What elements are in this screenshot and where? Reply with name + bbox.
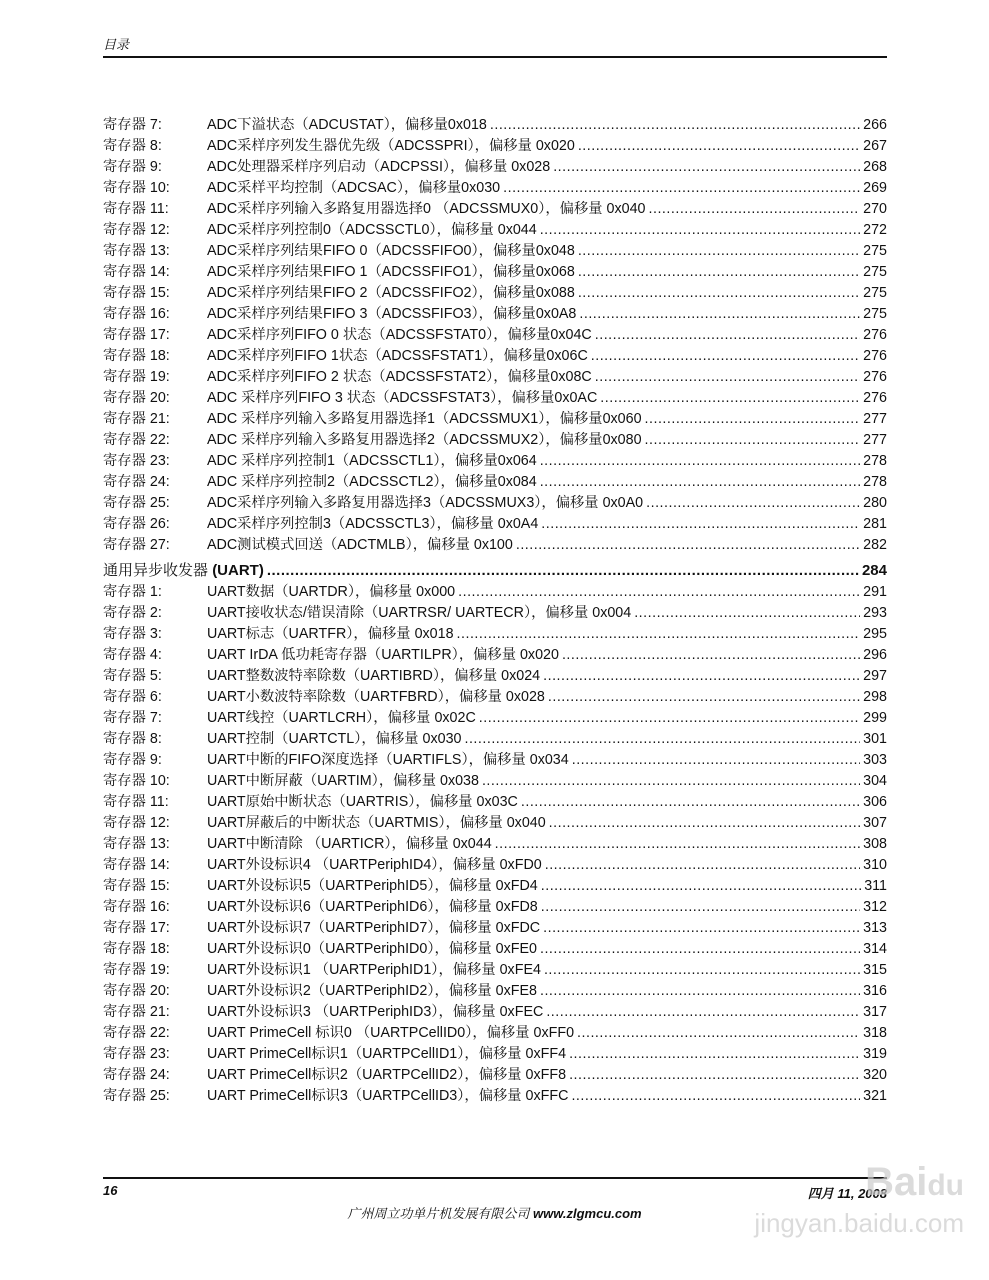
toc-entry[interactable] — [103, 262, 887, 283]
entry-page: 321 — [863, 1088, 887, 1104]
dot-leader — [571, 1086, 860, 1107]
toc-entry[interactable] — [103, 325, 887, 346]
entry-title: ADC采样序列结果FIFO 1（ADCSSFIFO1），偏移量0x068 — [207, 264, 575, 280]
entry-page: 313 — [863, 920, 887, 936]
dot-leader — [569, 1044, 860, 1065]
toc-entry[interactable] — [103, 367, 887, 388]
dot-leader — [572, 750, 860, 771]
toc-entry[interactable] — [103, 157, 887, 178]
entry-title: UART数据（UARTDR），偏移量 0x000 — [207, 584, 456, 600]
entry-page: 275 — [863, 243, 887, 259]
entry-page: 275 — [863, 264, 887, 280]
dot-leader — [545, 855, 860, 876]
entry-page: 270 — [863, 201, 887, 217]
toc-entry[interactable] — [103, 708, 887, 729]
entry-page: 267 — [863, 138, 887, 154]
entry-title: ADC测试模式回送（ADCTMLB），偏移量 0x100 — [207, 537, 513, 553]
entry-page: 295 — [863, 626, 887, 642]
toc-entry[interactable] — [103, 346, 887, 367]
entry-page: 277 — [863, 411, 887, 427]
toc-entry[interactable] — [103, 834, 887, 855]
dot-leader — [479, 708, 860, 729]
toc-entry[interactable] — [103, 771, 887, 792]
dot-leader — [548, 687, 860, 708]
entry-title: UART中断清除 （UARTICR），偏移量 0x044 — [207, 836, 492, 852]
footer-date: 四月 11, 2008 — [807, 1186, 887, 1201]
dot-leader — [540, 220, 860, 241]
entry-title: UART PrimeCell标识1（UARTPCellID1），偏移量 0xFF4 — [207, 1046, 567, 1062]
dot-leader — [544, 960, 860, 981]
dot-leader — [578, 262, 860, 283]
entry-title: ADC 采样序列输入多路复用器选择2（ADCSSMUX2），偏移量0x080 — [207, 432, 642, 448]
entry-page: 298 — [863, 689, 887, 705]
toc-entry[interactable] — [103, 451, 887, 472]
toc-entry[interactable] — [103, 855, 887, 876]
toc-entry[interactable] — [103, 939, 887, 960]
entry-title: ADC采样序列控制0（ADCSSCTL0），偏移量 0x044 — [207, 222, 537, 238]
entry-title: UART外设标识6（UARTPeriphID6），偏移量 0xFD8 — [207, 899, 538, 915]
entry-title: UART PrimeCell标识3（UARTPCellID3），偏移量 0xFFC — [207, 1088, 569, 1104]
toc-entry[interactable] — [103, 729, 887, 750]
toc-entry[interactable] — [103, 115, 887, 136]
register-label: 寄存器 27: — [103, 537, 170, 553]
entry-page: 304 — [863, 773, 887, 789]
dot-leader — [541, 876, 861, 897]
dot-leader — [490, 115, 860, 136]
register-label: 寄存器 1: — [103, 584, 162, 600]
dot-leader — [600, 388, 860, 409]
toc-entry[interactable] — [103, 430, 887, 451]
entry-page: 278 — [863, 474, 887, 490]
entry-title: ADC采样序列结果FIFO 2（ADCSSFIFO2），偏移量0x088 — [207, 285, 575, 301]
register-label: 寄存器 26: — [103, 516, 170, 532]
register-label: 寄存器 6: — [103, 689, 162, 705]
entry-title: UART整数波特率除数（UARTIBRD），偏移量 0x024 — [207, 668, 541, 684]
entry-title: ADC采样序列FIFO 0 状态（ADCSSFSTAT0），偏移量0x04C — [207, 327, 592, 343]
dot-leader — [540, 472, 860, 493]
register-label: 寄存器 9: — [103, 752, 162, 768]
header-rule — [103, 56, 887, 58]
toc-entry[interactable] — [103, 624, 887, 645]
company-website[interactable]: www.zlgmcu.com — [533, 1206, 642, 1221]
register-label: 寄存器 15: — [103, 878, 170, 894]
register-label: 寄存器 5: — [103, 668, 162, 684]
entry-title: UART外设标识5（UARTPeriphID5），偏移量 0xFD4 — [207, 878, 538, 894]
register-label: 寄存器 25: — [103, 1088, 170, 1104]
entry-page: 282 — [863, 537, 887, 553]
toc-entry[interactable] — [103, 1023, 887, 1044]
entry-page: 266 — [863, 117, 887, 133]
section-name: 通用异步收发器 — [103, 562, 209, 579]
entry-title: ADC采样序列结果FIFO 3（ADCSSFIFO3），偏移量0x0A8 — [207, 306, 577, 322]
register-label: 寄存器 16: — [103, 899, 170, 915]
entry-page: 291 — [863, 584, 887, 600]
register-label: 寄存器 23: — [103, 1046, 170, 1062]
entry-page: 268 — [863, 159, 887, 175]
section-title — [103, 556, 264, 582]
dot-leader — [540, 981, 860, 1002]
dot-leader — [482, 771, 860, 792]
register-label: 寄存器 20: — [103, 390, 170, 406]
entry-title: UART原始中断状态（UARTRIS），偏移量 0x03C — [207, 794, 518, 810]
company-name: 广州周立功单片机发展有限公司 — [347, 1206, 530, 1221]
entry-page: 308 — [863, 836, 887, 852]
entry-title: ADC采样序列FIFO 2 状态（ADCSSFSTAT2），偏移量0x08C — [207, 369, 592, 385]
entry-title: ADC 采样序列控制2（ADCSSCTL2），偏移量0x084 — [207, 474, 537, 490]
entry-title: UART中断的FIFO深度选择（UARTIFLS），偏移量 0x034 — [207, 752, 569, 768]
toc-entry[interactable] — [103, 981, 887, 1002]
entry-title: ADC处理器采样序列启动（ADCPSSI），偏移量 0x028 — [207, 159, 551, 175]
entry-title: ADC采样平均控制（ADCSAC），偏移量0x030 — [207, 180, 501, 196]
entry-page: 307 — [863, 815, 887, 831]
entry-page: 311 — [864, 878, 887, 894]
dot-leader — [540, 939, 860, 960]
register-label: 寄存器 25: — [103, 495, 170, 511]
register-label: 寄存器 22: — [103, 1025, 170, 1041]
register-label: 寄存器 14: — [103, 264, 170, 280]
entry-page: 316 — [863, 983, 887, 999]
dot-leader — [578, 283, 860, 304]
entry-page: 312 — [863, 899, 887, 915]
entry-title: UART外设标识2（UARTPeriphID2），偏移量 0xFE8 — [207, 983, 537, 999]
register-label: 寄存器 11: — [103, 794, 169, 810]
dot-leader — [595, 367, 860, 388]
dot-leader — [516, 535, 860, 556]
dot-leader — [595, 325, 860, 346]
section-abbr: (UART) — [212, 562, 264, 579]
entry-title: ADC采样序列结果FIFO 0（ADCSSFIFO0），偏移量0x048 — [207, 243, 575, 259]
dot-leader — [503, 178, 860, 199]
entry-page: 281 — [863, 516, 887, 532]
entry-title: UART小数波特率除数（UARTFBRD），偏移量 0x028 — [207, 689, 545, 705]
dot-leader — [578, 136, 860, 157]
entry-page: 278 — [863, 453, 887, 469]
dot-leader — [267, 556, 859, 582]
page-number: 16 — [103, 1183, 118, 1198]
toc-entry[interactable] — [103, 472, 887, 493]
entry-title: UART外设标识0（UARTPeriphID0），偏移量 0xFE0 — [207, 941, 537, 957]
entry-page: 306 — [863, 794, 887, 810]
entry-page: 269 — [863, 180, 887, 196]
dot-leader — [645, 430, 861, 451]
entry-title: UART外设标识7（UARTPeriphID7），偏移量 0xFDC — [207, 920, 541, 936]
register-label: 寄存器 8: — [103, 731, 162, 747]
toc-entry[interactable] — [103, 876, 887, 897]
dot-leader — [591, 346, 860, 367]
header-title: 目录 — [103, 37, 130, 52]
entry-page: 310 — [863, 857, 887, 873]
register-label: 寄存器 18: — [103, 941, 170, 957]
entry-title: ADC采样序列输入多路复用器选择0 （ADCSSMUX0），偏移量 0x040 — [207, 201, 646, 217]
dot-leader — [634, 603, 860, 624]
register-label: 寄存器 12: — [103, 222, 170, 238]
entry-title: UART标志（UARTFR），偏移量 0x018 — [207, 626, 454, 642]
dot-leader — [458, 582, 860, 603]
entry-title: UART PrimeCell标识2（UARTPCellID2），偏移量 0xFF8 — [207, 1067, 567, 1083]
toc-entry[interactable] — [103, 603, 887, 624]
entry-title: ADC采样序列输入多路复用器选择3（ADCSSMUX3），偏移量 0x0A0 — [207, 495, 644, 511]
register-label: 寄存器 17: — [103, 327, 170, 343]
register-label: 寄存器 2: — [103, 605, 162, 621]
toc-entry[interactable] — [103, 283, 887, 304]
register-label: 寄存器 15: — [103, 285, 170, 301]
dot-leader — [543, 918, 860, 939]
register-label: 寄存器 14: — [103, 857, 170, 873]
entry-page: 319 — [863, 1046, 887, 1062]
toc-entry[interactable] — [103, 535, 887, 556]
toc-entry[interactable] — [103, 813, 887, 834]
dot-leader — [541, 514, 860, 535]
register-label: 寄存器 19: — [103, 369, 170, 385]
entry-page: 276 — [863, 390, 887, 406]
entry-title: UART PrimeCell 标识0 （UARTPCellID0），偏移量 0xFF0 — [207, 1025, 575, 1041]
dot-leader — [553, 157, 860, 178]
entry-page: 275 — [863, 306, 887, 322]
dot-leader — [562, 645, 860, 666]
register-label: 寄存器 20: — [103, 983, 170, 999]
toc-entry[interactable] — [103, 645, 887, 666]
register-label: 寄存器 24: — [103, 474, 170, 490]
register-label: 寄存器 7: — [103, 710, 162, 726]
entry-title: ADC采样序列控制3（ADCSSCTL3），偏移量 0x0A4 — [207, 516, 539, 532]
register-label: 寄存器 16: — [103, 306, 170, 322]
toc-section-uart[interactable] — [103, 556, 887, 582]
register-label: 寄存器 12: — [103, 815, 170, 831]
dot-leader — [645, 409, 861, 430]
dot-leader — [540, 451, 860, 472]
entry-title: UART接收状态/错误清除（UARTRSR/ UARTECR），偏移量 0x004 — [207, 605, 632, 621]
dot-leader — [495, 834, 860, 855]
toc-entry[interactable] — [103, 409, 887, 430]
entry-page: 297 — [863, 668, 887, 684]
entry-page: 314 — [863, 941, 887, 957]
register-label: 寄存器 23: — [103, 453, 170, 469]
dot-leader — [543, 666, 860, 687]
table-of-contents — [103, 115, 887, 1107]
toc-entry[interactable] — [103, 493, 887, 514]
register-label: 寄存器 24: — [103, 1067, 170, 1083]
entry-title: ADC 采样序列FIFO 3 状态（ADCSSFSTAT3），偏移量0x0AC — [207, 390, 598, 406]
register-label: 寄存器 17: — [103, 920, 170, 936]
register-label: 寄存器 10: — [103, 773, 170, 789]
entry-page: 280 — [863, 495, 887, 511]
toc-entry[interactable] — [103, 136, 887, 157]
entry-title: ADC采样序列FIFO 1状态（ADCSSFSTAT1），偏移量0x06C — [207, 348, 588, 364]
entry-page: 276 — [863, 369, 887, 385]
toc-entry[interactable] — [103, 178, 887, 199]
register-label: 寄存器 11: — [103, 201, 169, 217]
dot-leader — [549, 813, 860, 834]
entry-title: ADC 采样序列控制1（ADCSSCTL1），偏移量0x064 — [207, 453, 537, 469]
entry-title: UART外设标识3 （UARTPeriphID3），偏移量 0xFEC — [207, 1004, 544, 1020]
register-label: 寄存器 22: — [103, 432, 170, 448]
toc-entry[interactable] — [103, 241, 887, 262]
toc-entry[interactable] — [103, 750, 887, 771]
entry-page: 301 — [863, 731, 887, 747]
register-label: 寄存器 21: — [103, 411, 170, 427]
toc-entry[interactable] — [103, 687, 887, 708]
entry-title: UART中断屏蔽（UARTIM），偏移量 0x038 — [207, 773, 479, 789]
entry-page: 317 — [863, 1004, 887, 1020]
toc-entry[interactable] — [103, 792, 887, 813]
dot-leader — [546, 1002, 860, 1023]
entry-page: 276 — [863, 327, 887, 343]
entry-title: UART外设标识1 （UARTPeriphID1），偏移量 0xFE4 — [207, 962, 541, 978]
entry-title: UART屏蔽后的中断状态（UARTMIS），偏移量 0x040 — [207, 815, 546, 831]
entry-page: 320 — [863, 1067, 887, 1083]
dot-leader — [649, 199, 861, 220]
toc-entry[interactable] — [103, 582, 887, 603]
toc-entry[interactable] — [103, 666, 887, 687]
watermark-logo: Baidu — [865, 1160, 964, 1204]
register-label: 寄存器 18: — [103, 348, 170, 364]
register-label: 寄存器 13: — [103, 243, 170, 259]
dot-leader — [541, 897, 860, 918]
entry-page: 299 — [863, 710, 887, 726]
entry-page: 277 — [863, 432, 887, 448]
toc-entry[interactable] — [103, 897, 887, 918]
footer-rule — [103, 1177, 887, 1179]
toc-entry[interactable] — [103, 1002, 887, 1023]
dot-leader — [577, 1023, 860, 1044]
dot-leader — [521, 792, 860, 813]
register-label: 寄存器 19: — [103, 962, 170, 978]
toc-entry[interactable] — [103, 918, 887, 939]
entry-title: ADC下溢状态（ADCUSTAT），偏移量0x018 — [207, 117, 487, 133]
entry-page: 303 — [863, 752, 887, 768]
register-label: 寄存器 21: — [103, 1004, 170, 1020]
entry-page: 293 — [863, 605, 887, 621]
entry-page: 318 — [863, 1025, 887, 1041]
toc-entry[interactable] — [103, 199, 887, 220]
register-label: 寄存器 13: — [103, 836, 170, 852]
toc-entry[interactable] — [103, 1086, 887, 1107]
register-label: 寄存器 10: — [103, 180, 170, 196]
toc-entry[interactable] — [103, 960, 887, 981]
entry-title: ADC采样序列发生器优先级（ADCSSPRI），偏移量 0x020 — [207, 138, 575, 154]
dot-leader — [457, 624, 861, 645]
entry-title: ADC 采样序列输入多路复用器选择1（ADCSSMUX1），偏移量0x060 — [207, 411, 642, 427]
entry-page: 276 — [863, 348, 887, 364]
entry-page: 275 — [863, 285, 887, 301]
dot-leader — [464, 729, 860, 750]
toc-entry[interactable] — [103, 304, 887, 325]
dot-leader — [646, 493, 860, 514]
watermark-url: jingyan.baidu.com — [754, 1208, 964, 1238]
entry-page: 315 — [863, 962, 887, 978]
register-label: 寄存器 7: — [103, 117, 162, 133]
entry-title: UART IrDA 低功耗寄存器（UARTILPR），偏移量 0x020 — [207, 647, 559, 663]
register-label: 寄存器 4: — [103, 647, 162, 663]
dot-leader — [578, 241, 860, 262]
entry-page: 272 — [863, 222, 887, 238]
toc-entry[interactable] — [103, 220, 887, 241]
entry-title: UART线控（UARTLCRH），偏移量 0x02C — [207, 710, 476, 726]
register-label: 寄存器 8: — [103, 138, 162, 154]
section-page: 284 — [861, 562, 887, 579]
toc-entry[interactable] — [103, 514, 887, 535]
toc-entry[interactable] — [103, 1044, 887, 1065]
entry-page: 296 — [863, 647, 887, 663]
entry-title: UART外设标识4 （UARTPeriphID4），偏移量 0xFD0 — [207, 857, 542, 873]
register-label: 寄存器 3: — [103, 626, 162, 642]
toc-entry[interactable] — [103, 1065, 887, 1086]
toc-entry[interactable] — [103, 388, 887, 409]
register-label: 寄存器 9: — [103, 159, 162, 175]
dot-leader — [569, 1065, 860, 1086]
dot-leader — [579, 304, 860, 325]
entry-title: UART控制（UARTCTL），偏移量 0x030 — [207, 731, 462, 747]
